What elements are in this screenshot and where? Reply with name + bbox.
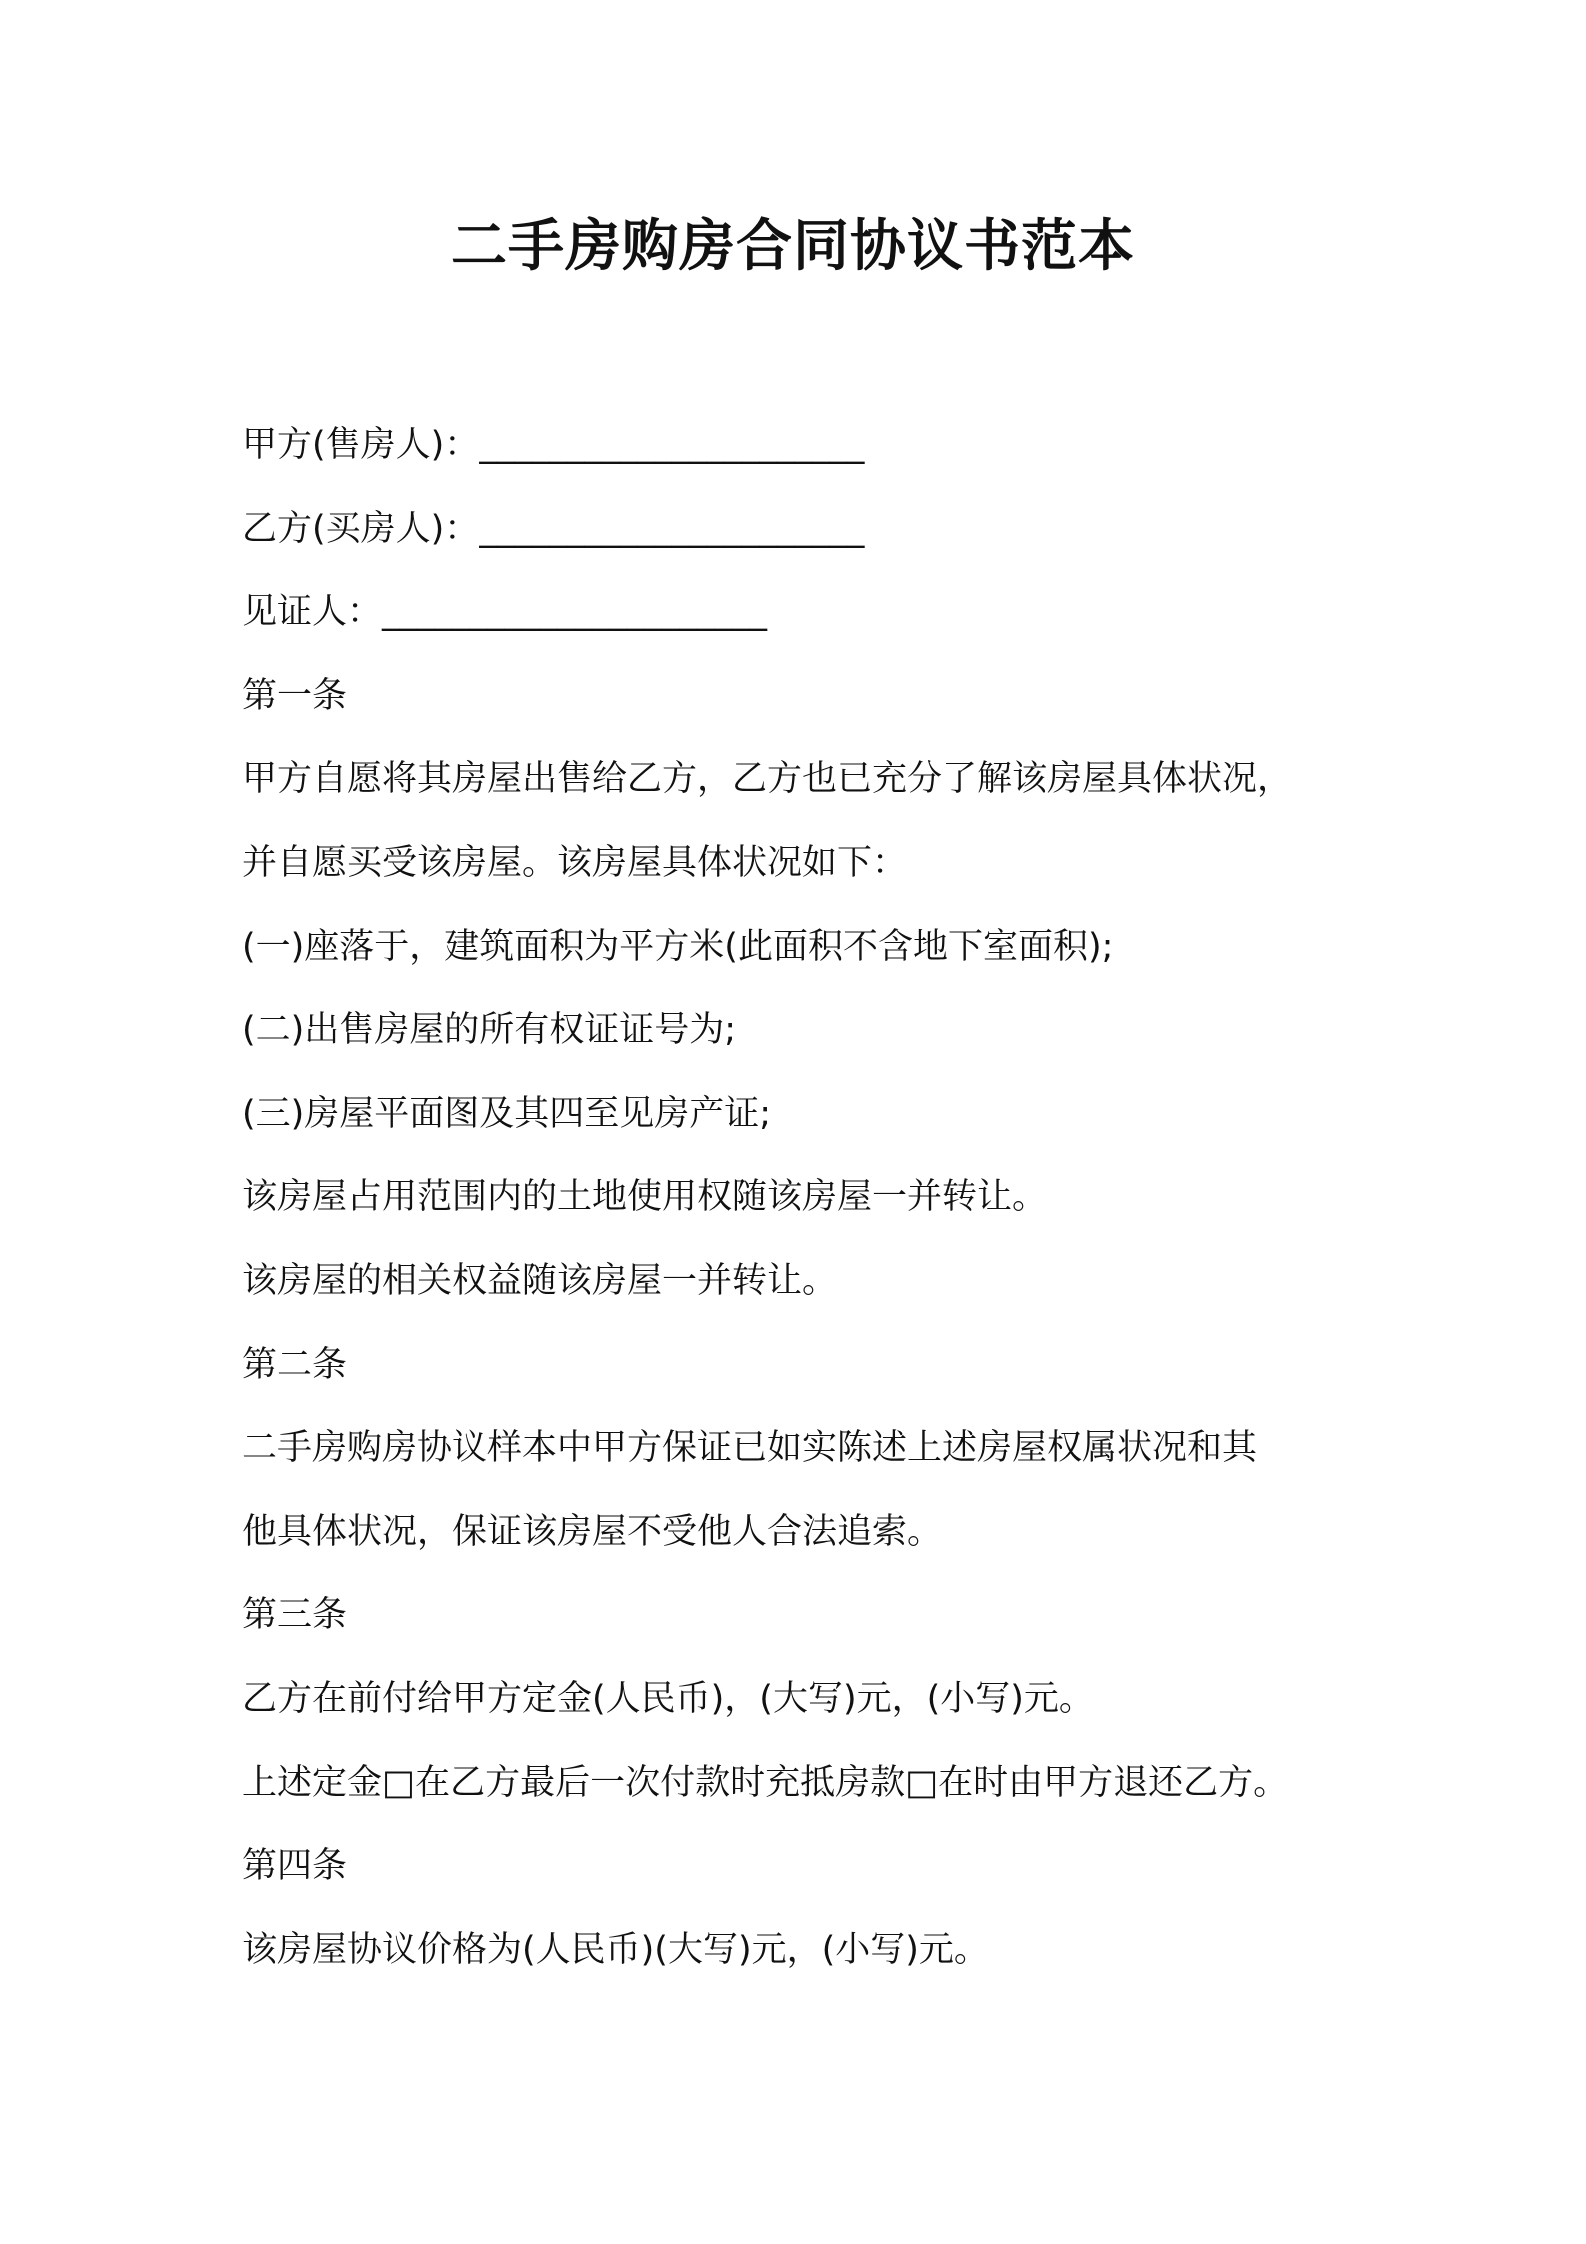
party-buyer-blank: ______________________ [479, 508, 865, 549]
article-1-item-2: (二)出售房屋的所有权证证号为; [242, 1010, 737, 1051]
party-witness-line [242, 571, 1372, 655]
article-2-text-line-2: 他具体状况，保证该房屋不受他人合法追索。 [242, 1511, 943, 1552]
article-1-text-line-2: 并自愿买受该房屋。该房屋具体状况如下： [242, 842, 908, 883]
article-1-item-1: (一)座落于，建筑面积为平方米(此面积不含地下室面积); [242, 926, 1114, 967]
article-3-heading: 第三条 [242, 1595, 348, 1636]
party-seller-line [242, 404, 1372, 488]
article-1-land-use-line: 该房屋占用范围内的土地使用权随该房屋一并转让。 [242, 1177, 1048, 1218]
party-witness-label: 见证人： [242, 592, 383, 633]
party-buyer-label: 乙方(买房人)： [242, 508, 480, 549]
article-3-deposit-use-line: 上述定金□在乙方最后一次付款时充抵房款□在时由甲方退还乙方。 [242, 1762, 1289, 1803]
article-2-text-line-1: 二手房购房协议样本中甲方保证已如实陈述上述房屋权属状况和其 [242, 1428, 1258, 1469]
article-4-price-line: 该房屋协议价格为(人民币)(大写)元，(小写)元。 [242, 1929, 989, 1970]
document-title: 二手房购房合同协议书范本 [451, 214, 1135, 279]
article-1-rights-line: 该房屋的相关权益随该房屋一并转让。 [242, 1260, 838, 1301]
party-seller-label: 甲方(售房人)： [242, 425, 480, 465]
document-body [242, 404, 1372, 1992]
article-2-heading: 第二条 [242, 1344, 348, 1385]
article-4-heading: 第四条 [242, 1846, 348, 1887]
article-1-heading: 第一条 [242, 675, 348, 716]
party-seller-blank: ______________________ [479, 425, 865, 465]
party-buyer-line [242, 488, 1372, 572]
article-3-deposit-line: 乙方在前付给甲方定金(人民币)，(大写)元，(小写)元。 [242, 1678, 1094, 1719]
party-witness-blank: ______________________ [382, 592, 768, 633]
article-1-item-3: (三)房屋平面图及其四至见房产证; [242, 1093, 772, 1134]
article-1-text-line-1: 甲方自愿将其房屋出售给乙方，乙方也已充分了解该房屋具体状况， [242, 759, 1293, 800]
